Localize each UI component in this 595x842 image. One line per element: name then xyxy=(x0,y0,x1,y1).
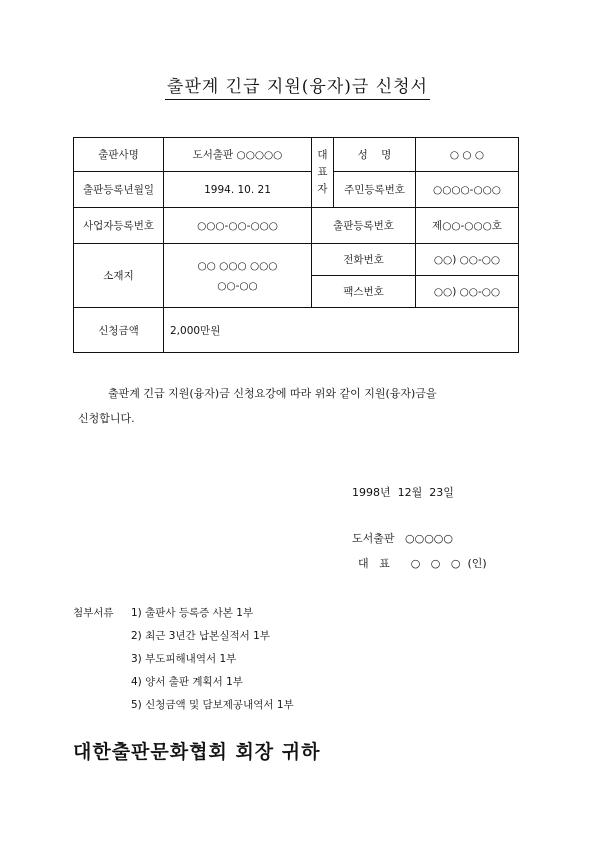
attachment-item-4: 4) 양서 출판 계획서 1부 xyxy=(131,676,243,688)
fax-label: 팩스번호 xyxy=(312,276,416,308)
closing-addressee: 대한출판문화협회 회장 귀하 xyxy=(73,741,321,763)
address-value xyxy=(164,244,312,308)
amount-value: 2,000만원 xyxy=(164,308,519,353)
pub-reg-no-value: 제○○-○○○호 xyxy=(416,208,519,244)
attachment-item-2: 2) 최근 3년간 납본실적서 1부 xyxy=(131,630,270,642)
phone-label: 전화번호 xyxy=(312,244,416,276)
row-reg-date xyxy=(74,172,519,208)
resident-no-value: ○○○○-○○○ xyxy=(416,172,519,208)
publisher-value: 도서출판 ○○○○○ xyxy=(164,138,312,172)
company-name: 도서출판 ○○○○○ xyxy=(352,532,453,545)
biz-no-value: ○○○-○○-○○○ xyxy=(164,208,312,244)
fax-value: ○○) ○○-○○ xyxy=(416,276,519,308)
reg-date-label: 출판등록년월일 xyxy=(74,172,164,208)
pub-reg-no-label: 출판등록번호 xyxy=(312,208,416,244)
representative-column-label: 대 표 자 xyxy=(312,138,334,208)
representative-signature: 대 표 ○ ○ ○ (인) xyxy=(358,557,487,570)
name-value: ○ ○ ○ xyxy=(416,138,519,172)
document-title: 출판계 긴급 지원(융자)금 신청서 xyxy=(165,77,430,100)
document-title-wrap xyxy=(0,72,595,97)
name-label: 성 명 xyxy=(334,138,416,172)
biz-no-label: 사업자등록번호 xyxy=(74,208,164,244)
row-publisher xyxy=(74,138,519,172)
amount-label: 신청금액 xyxy=(74,308,164,353)
attachment-item-3: 3) 부도피해내역서 1부 xyxy=(131,653,237,665)
attachment-item-5: 5) 신청금액 및 담보제공내역서 1부 xyxy=(131,699,294,711)
row-amount xyxy=(74,308,519,353)
application-date: 1998년 12월 23일 xyxy=(352,486,454,499)
reg-date-value: 1994. 10. 21 xyxy=(164,172,312,208)
row-address-phone xyxy=(74,244,519,276)
address-line-1: ○○ ○○○ ○○○ xyxy=(197,259,278,272)
row-business xyxy=(74,208,519,244)
address-label: 소재지 xyxy=(74,244,164,308)
attachment-item-1: 1) 출판사 등록증 사본 1부 xyxy=(131,607,254,619)
attachments-label: 첨부서류 xyxy=(73,607,114,619)
body-paragraph-line-1: 출판계 긴급 지원(융자)금 신청요강에 따라 위와 같이 지원(융자)금을 xyxy=(108,387,437,400)
phone-value: ○○) ○○-○○ xyxy=(416,244,519,276)
address-line-2: ○○-○○ xyxy=(217,279,258,292)
publisher-label: 출판사명 xyxy=(74,138,164,172)
application-form-table xyxy=(73,137,519,353)
body-paragraph-line-2: 신청합니다. xyxy=(78,412,135,425)
resident-no-label: 주민등록번호 xyxy=(334,172,416,208)
